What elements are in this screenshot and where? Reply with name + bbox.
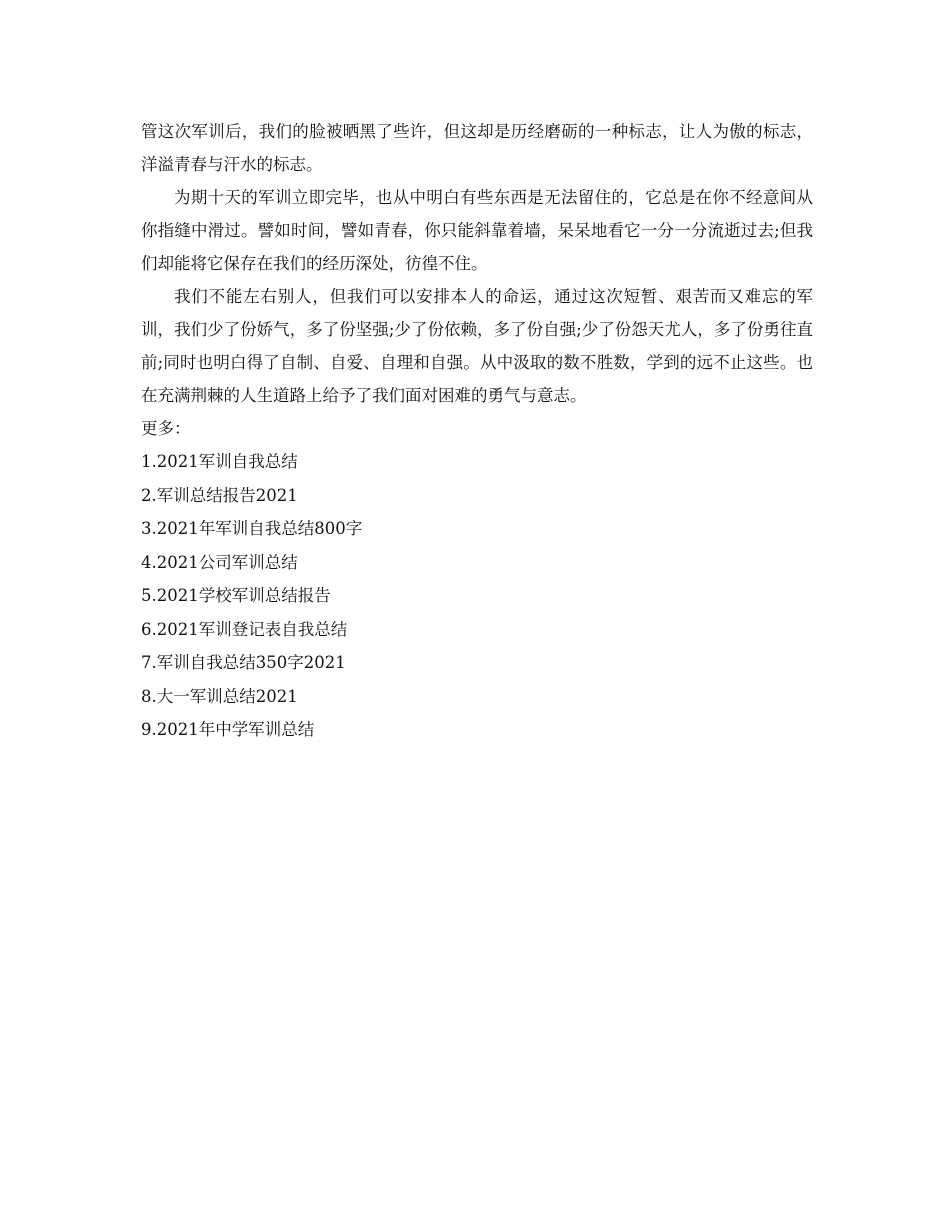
related-link-2[interactable]: 2.军训总结报告2021 <box>141 485 298 505</box>
related-link-8[interactable]: 8.大一军训总结2021 <box>141 686 298 706</box>
related-link-7[interactable]: 7.军训自我总结350字2021 <box>141 653 346 672</box>
related-link-9[interactable]: 9.2021年中学军训总结 <box>141 720 315 739</box>
related-link-4[interactable]: 4.2021公司军训总结 <box>141 552 298 572</box>
related-links-list <box>141 445 813 747</box>
paragraph-1: 管这次军训后，我们的脸被晒黑了些许，但这却是历经磨砺的一种标志，让人为傲的标志，洋溢青春与汗水的标志。 <box>141 122 813 174</box>
related-link-1[interactable]: 1.2021军训自我总结 <box>141 452 298 471</box>
document-body <box>141 115 813 747</box>
related-link-5[interactable]: 5.2021学校军训总结报告 <box>141 586 331 605</box>
paragraph-3: 我们不能左右别人，但我们可以安排本人的命运，通过这次短暂、艰苦而又难忘的军训，我们少了份娇气，多了份坚强;少了份依赖，多了份自强;少了份怨天尤人，多了份勇往直前;同时也明白得了自制、自爱、自理和自强。从中汲取的数不胜数，学到的远不止这些。也在充满荆棘的人生道路上给予了我们面对困难的勇气与意志。 <box>141 287 813 405</box>
related-link-6[interactable]: 6.2021军训登记表自我总结 <box>141 619 348 639</box>
more-label: 更多： <box>141 419 191 438</box>
related-link-3[interactable]: 3.2021年军训自我总结800字 <box>141 519 363 538</box>
paragraph-2: 为期十天的军训立即完毕，也从中明白有些东西是无法留住的，它总是在你不经意间从你指缝中滑过。譬如时间，譬如青春，你只能斜靠着墙，呆呆地看它一分一分流逝过去;但我们却能将它保存在我们的经历深处，彷徨不住。 <box>141 188 813 273</box>
